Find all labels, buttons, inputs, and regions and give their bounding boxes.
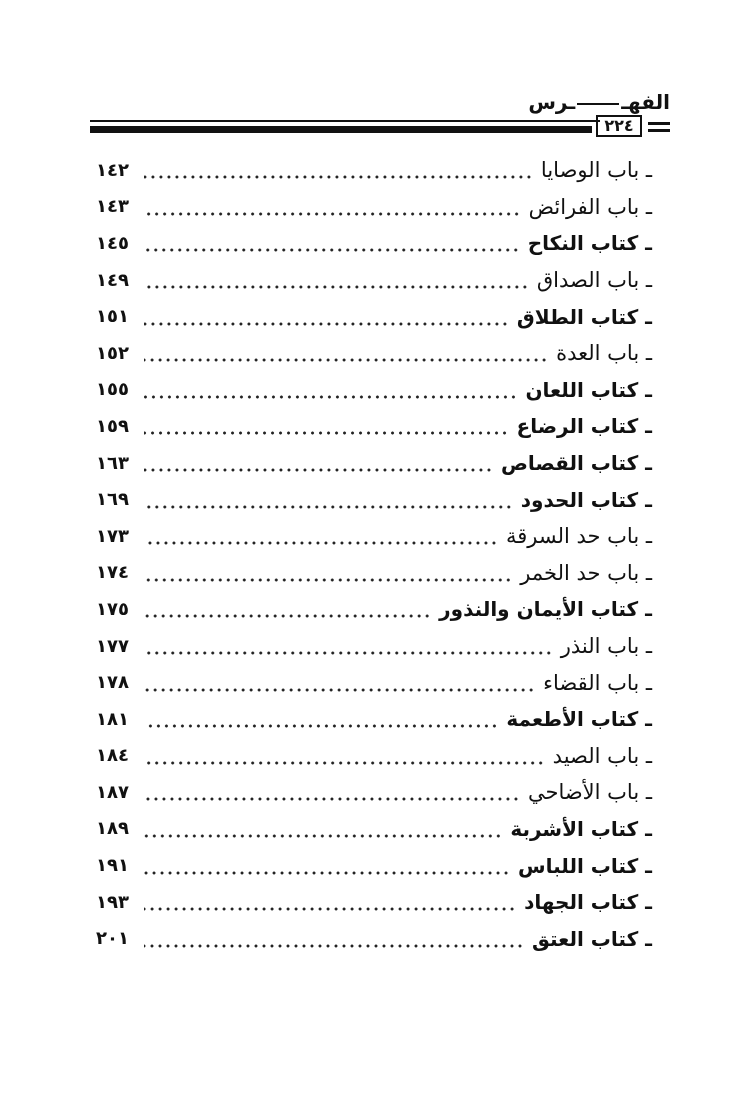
toc-entry-page-number: ١٦٣: [96, 452, 129, 474]
toc-dot-leader: [144, 724, 498, 728]
toc-entry-title: ـ كتاب الجهاد: [520, 890, 652, 914]
toc-entry: [96, 518, 652, 555]
header-rule-thin: [90, 120, 600, 122]
toc-entry: [96, 225, 652, 262]
toc-dot-leader: [144, 578, 512, 582]
toc-entry-page-number: ١٤٢: [96, 159, 129, 181]
toc-dot-leader: [144, 358, 548, 362]
toc-entry-page-number: ١٥١: [96, 306, 129, 328]
toc-entry: [96, 847, 652, 884]
toc-entry-page-number: ١٩٣: [96, 891, 129, 913]
toc-entry: [96, 481, 652, 518]
toc-entry-page-number: ١٤٩: [96, 269, 129, 291]
toc-entry: [96, 189, 652, 226]
toc-dot-leader: [144, 871, 510, 875]
toc-entry: [96, 555, 652, 592]
toc-entry-page-number: ١٧٤: [96, 562, 129, 584]
toc-entry: [96, 591, 652, 628]
toc-entry-page-number: ١٦٩: [96, 489, 129, 511]
header-title-start: الفهـ: [621, 90, 670, 114]
toc-dot-leader: [144, 907, 516, 911]
toc-entry: [96, 298, 652, 335]
toc-entry: [96, 664, 652, 701]
toc-entry: [96, 372, 652, 409]
toc-entry-title: ـ كتاب الحدود: [517, 488, 652, 512]
toc-entry-title: ـ باب الوصايا: [537, 158, 652, 182]
toc-entry-title: ـ باب الصداق: [533, 268, 652, 292]
toc-dot-leader: [144, 248, 520, 252]
toc-entry-page-number: ١٧٣: [96, 525, 129, 547]
toc-entry-page-number: ١٤٥: [96, 232, 129, 254]
toc-dot-leader: [144, 688, 535, 692]
toc-dot-leader: [144, 431, 509, 435]
toc-entry-title: ـ كتاب العتق: [528, 927, 652, 951]
toc-dot-leader: [144, 651, 553, 655]
toc-dot-leader: [144, 212, 521, 216]
toc-entry: [96, 920, 652, 957]
toc-entry-title: ـ باب النذر: [557, 634, 652, 658]
header-title-end: ـرس: [528, 90, 576, 114]
toc-entry-title: ـ كتاب النكاح: [524, 231, 652, 255]
toc-dot-leader: [144, 797, 520, 801]
toc-entry-page-number: ١٥٢: [96, 342, 129, 364]
toc-entry-title: ـ كتاب الأطعمة: [502, 707, 652, 731]
toc-entry: [96, 152, 652, 189]
toc-dot-leader: [144, 505, 513, 509]
toc-entry-page-number: ١٨٩: [96, 818, 129, 840]
toc-entry-title: ـ باب الصيد: [549, 744, 652, 768]
toc-entry: [96, 811, 652, 848]
toc-entry-title: ـ باب القضاء: [539, 671, 652, 695]
toc-entry-title: ـ باب الفرائض: [525, 195, 652, 219]
toc-dot-leader: [144, 541, 498, 545]
toc-entry-page-number: ٢٠١: [96, 928, 129, 950]
toc-dot-leader: [144, 761, 545, 765]
page-number-ornament-bottom: [648, 129, 670, 132]
toc-dot-leader: [144, 395, 517, 399]
toc-entry-title: ـ باب الأضاحي: [524, 780, 652, 804]
toc-entry-title: ـ كتاب الأشربة: [506, 817, 652, 841]
toc-entry-page-number: ١٥٩: [96, 415, 129, 437]
header-title-elongation: [577, 103, 619, 105]
toc-dot-leader: [144, 944, 524, 948]
toc-entry: [96, 701, 652, 738]
toc-entry-title: ـ كتاب اللباس: [514, 854, 652, 878]
toc-entry-title: ـ باب العدة: [552, 341, 652, 365]
toc-entry: [96, 628, 652, 665]
toc-entry: [96, 445, 652, 482]
toc-entry-title: ـ كتاب الأيمان والنذور: [435, 597, 652, 621]
toc-entry: [96, 884, 652, 921]
toc-entry: [96, 335, 652, 372]
toc-dot-leader: [144, 322, 509, 326]
toc-entry: [96, 738, 652, 775]
toc-entry-page-number: ١٩١: [96, 855, 129, 877]
page-header: [90, 90, 670, 140]
toc-entry-page-number: ١٥٥: [96, 379, 129, 401]
toc-entry-page-number: ١٧٥: [96, 598, 129, 620]
toc-entry-page-number: ١٧٧: [96, 635, 129, 657]
toc-entry-title: ـ باب حد الخمر: [516, 561, 652, 585]
toc-entry-page-number: ١٧٨: [96, 672, 129, 694]
toc-entry-title: ـ باب حد السرقة: [502, 524, 652, 548]
toc-entry-title: ـ كتاب الطلاق: [513, 305, 652, 329]
toc-entry: [96, 408, 652, 445]
toc-entry-page-number: ١٨٧: [96, 781, 129, 803]
toc-entry: [96, 774, 652, 811]
toc-entry-page-number: ١٤٣: [96, 196, 129, 218]
page-number-ornament-top: [648, 122, 670, 125]
toc-dot-leader: [144, 834, 502, 838]
running-header-title: [528, 90, 670, 114]
toc-dot-leader: [144, 285, 529, 289]
toc-dot-leader: [144, 468, 493, 472]
toc-dot-leader: [144, 614, 431, 618]
toc-dot-leader: [144, 175, 533, 179]
table-of-contents: [96, 152, 652, 957]
toc-entry-title: ـ كتاب الرضاع: [513, 414, 652, 438]
toc-entry: [96, 262, 652, 299]
toc-entry-page-number: ١٨١: [96, 708, 129, 730]
toc-entry-page-number: ١٨٤: [96, 745, 129, 767]
page-number: ٢٢٤: [596, 115, 642, 137]
toc-entry-title: ـ كتاب القصاص: [497, 451, 652, 475]
toc-entry-title: ـ كتاب اللعان: [521, 378, 652, 402]
header-rule-thick: [90, 126, 592, 133]
